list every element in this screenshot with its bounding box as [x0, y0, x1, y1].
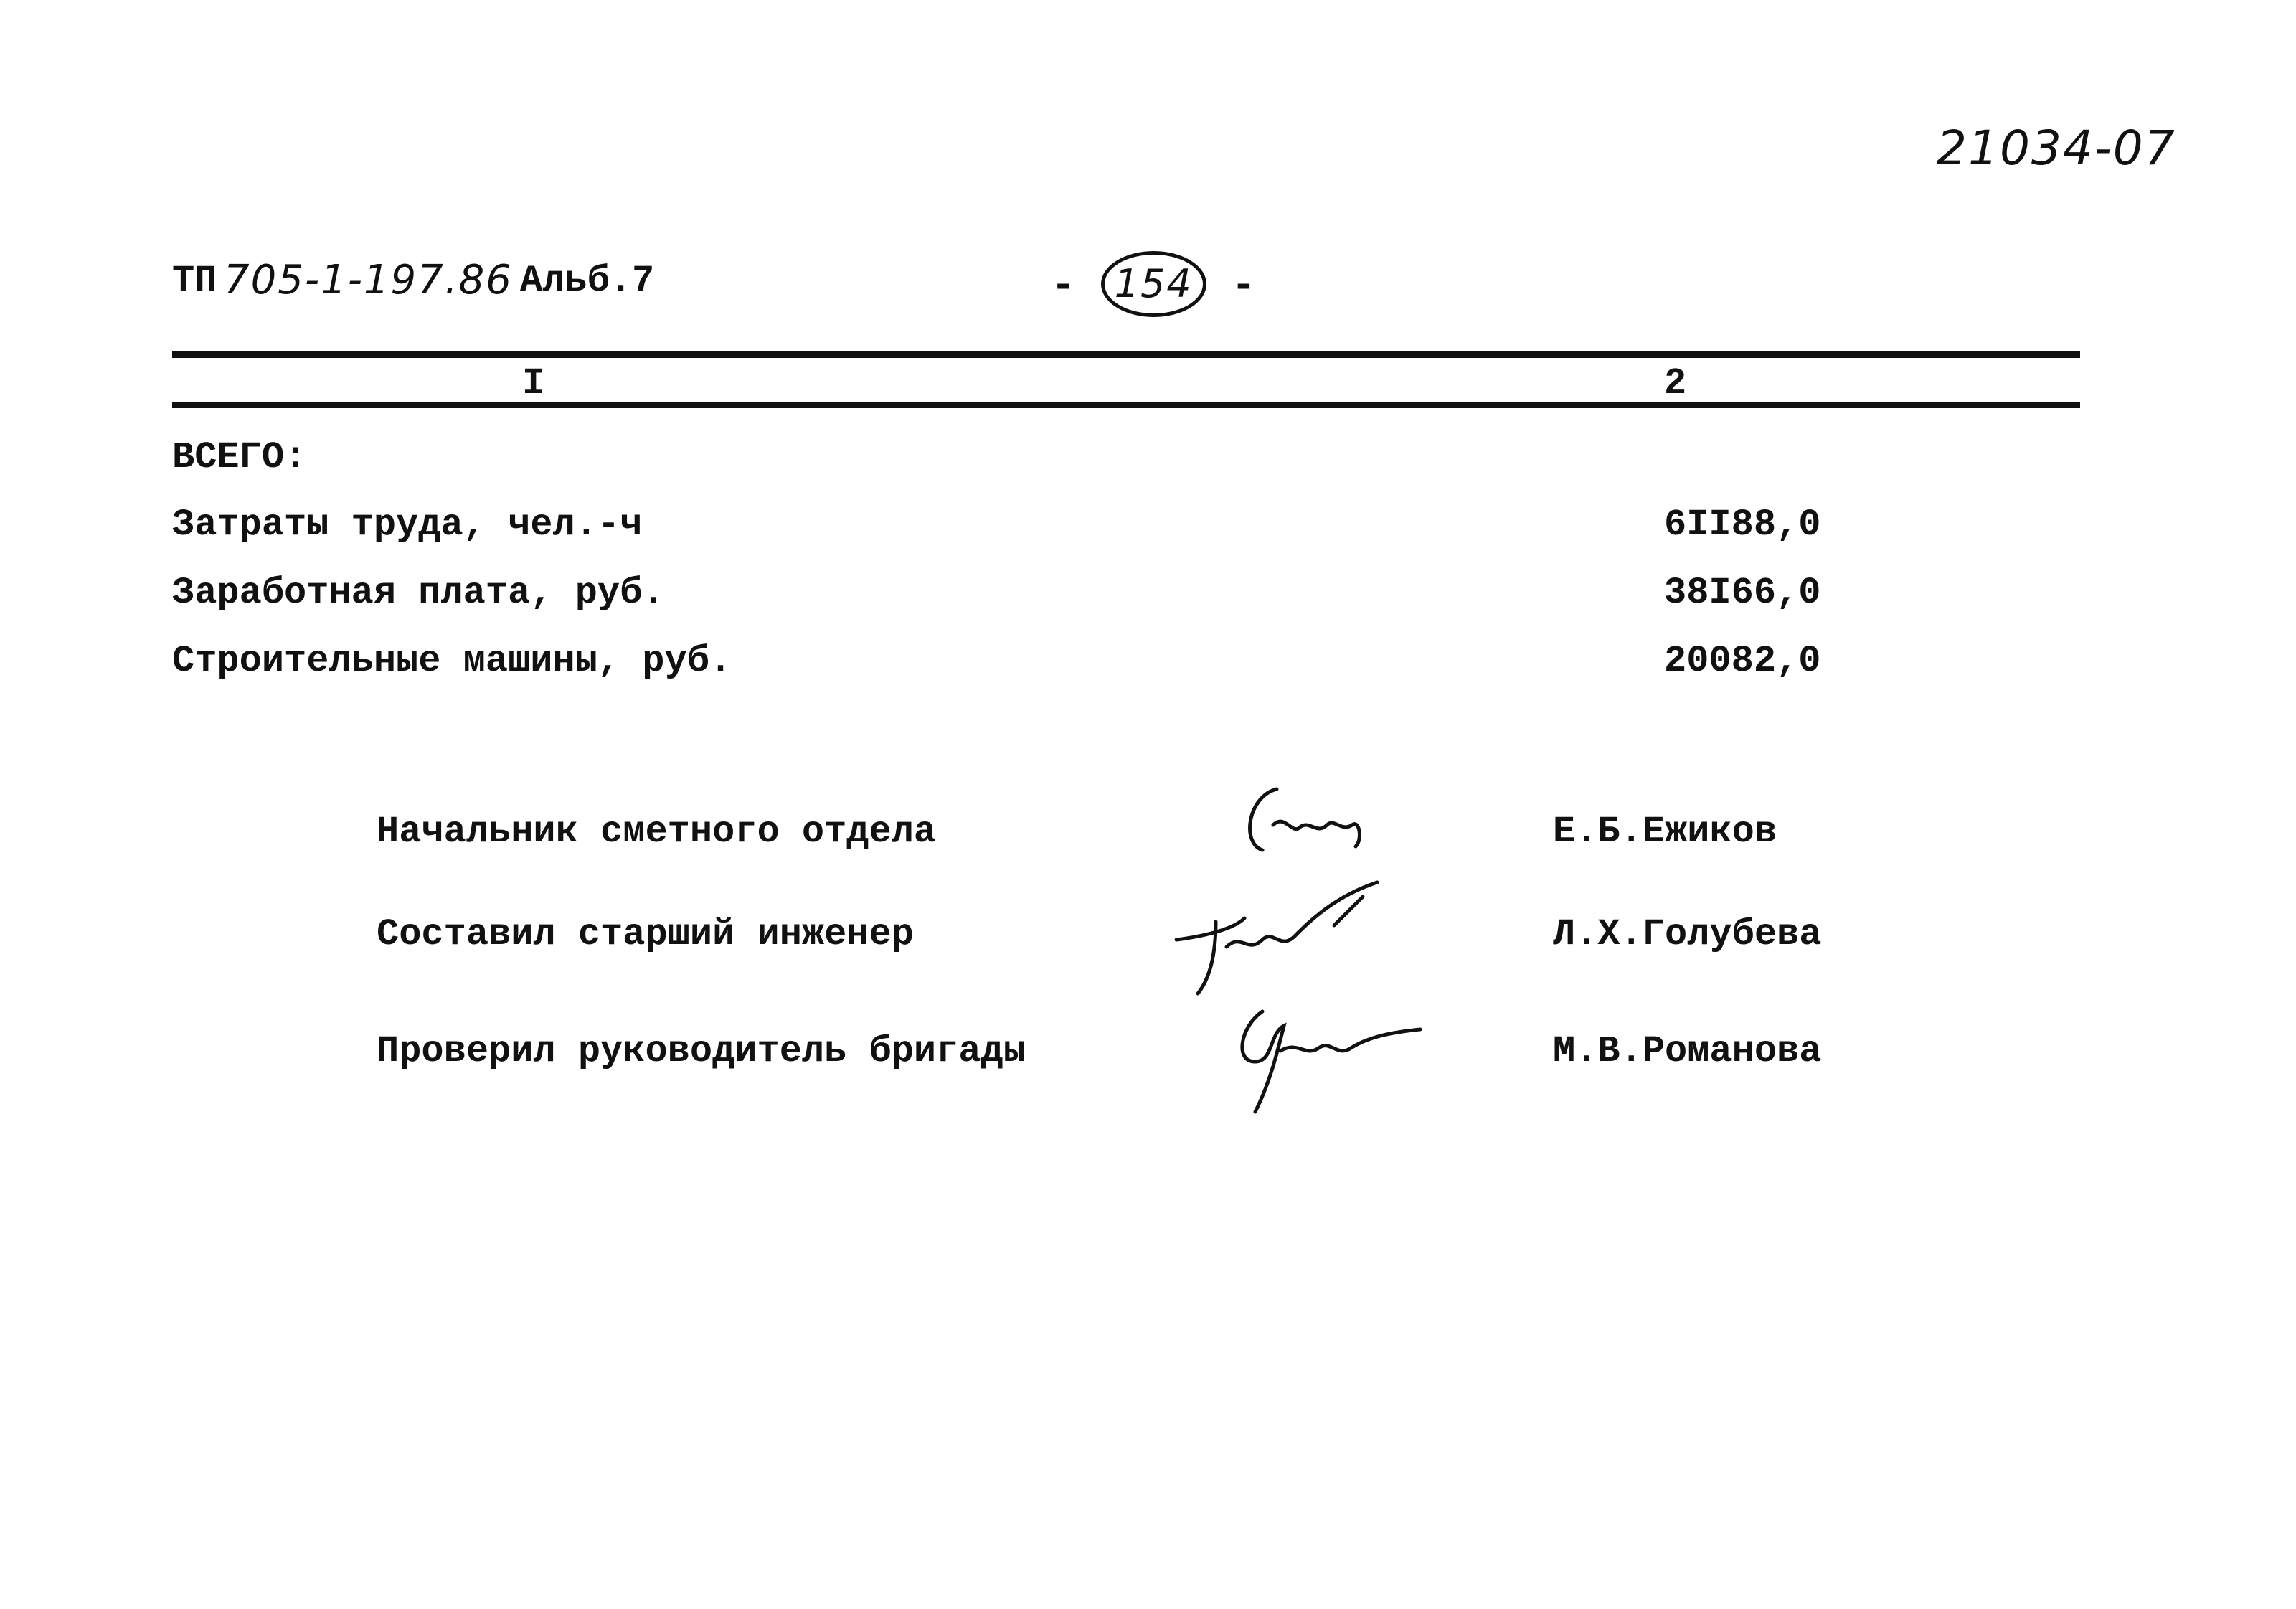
signature-name: Л.Х.Голубева	[1553, 913, 1822, 956]
table-row-value: 6II88,0	[1664, 504, 1821, 546]
signature-role: Составил старший инженер	[377, 913, 914, 956]
signature-name: Е.Б.Ежиков	[1553, 811, 1777, 853]
section-title: ВСЕГО:	[172, 436, 307, 478]
album-label: Альб.7	[520, 260, 655, 302]
table-row-label: Затраты труда, чел.-ч	[172, 504, 643, 546]
page-number: 154	[1101, 251, 1206, 317]
page-prefix: -	[1051, 263, 1076, 310]
table-row-label: Строительные машины, руб.	[172, 640, 732, 682]
table-header-rule	[172, 402, 2080, 408]
table-row-value: 38I66,0	[1664, 572, 1821, 614]
page-suffix: -	[1231, 263, 1257, 310]
signature-scribble-3	[1212, 983, 1442, 1119]
document-code: 21034-07	[1937, 121, 2176, 176]
table-top-rule	[172, 351, 2080, 358]
signature-role: Проверил руководитель бригады	[377, 1030, 1026, 1072]
column-header-1: I	[522, 362, 545, 405]
page-number-block	[1051, 251, 1256, 317]
table-row-value: 20082,0	[1664, 640, 1821, 682]
project-number: 705-1-197.86	[224, 257, 513, 303]
table-row-label: Заработная плата, руб.	[172, 572, 665, 614]
signature-name: М.В.Романова	[1553, 1030, 1822, 1072]
signature-scribble-1	[1234, 775, 1406, 875]
project-label: ТП	[172, 260, 217, 302]
signature-role: Начальник сметного отдела	[377, 811, 937, 853]
column-header-2: 2	[1664, 362, 1687, 405]
